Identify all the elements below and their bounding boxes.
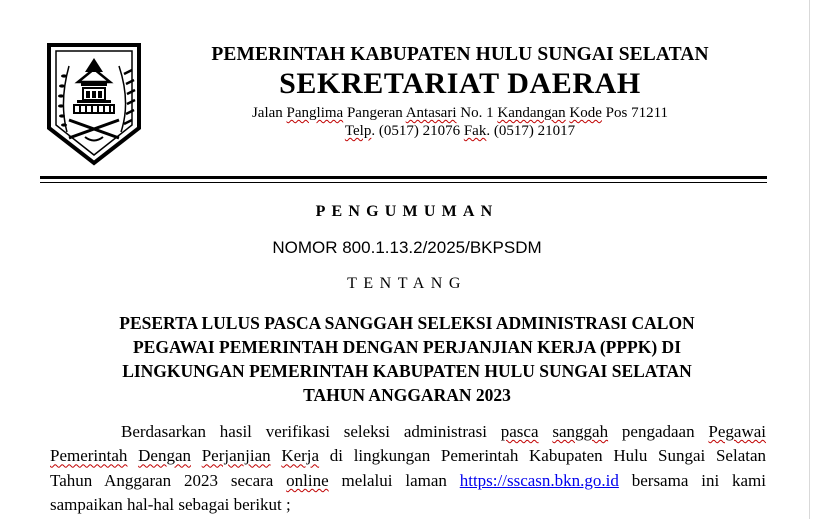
- body-line: Pemerintah Dengan Perjanjian Kerja di lingkungan Pemerintah Kabupaten Hulu Sungai Selatan: [50, 446, 767, 466]
- government-name: PEMERINTAH KABUPATEN HULU SUNGAI SELATAN: [211, 44, 709, 65]
- regency-emblem-icon: [45, 42, 143, 166]
- announcement-number: NOMOR 800.1.13.2/2025/BKPSDM: [272, 238, 542, 257]
- announcement-about-label: TENTANG: [347, 275, 467, 292]
- office-address: Jalan Panglima Pangeran Antasari No. 1 Kandangan Kode Pos 71211: [251, 105, 669, 121]
- letterhead-divider-thin: [40, 182, 767, 183]
- subject-line: PEGAWAI PEMERINTAH DENGAN PERJANJIAN KERJA (PPPK) DI: [132, 337, 682, 357]
- subject-line: LINGKUNGAN PEMERINTAH KABUPATEN HULU SUNGAI SELATAN: [122, 361, 692, 381]
- announcement-subject: [60, 311, 754, 407]
- subject-line: PESERTA LULUS PASCA SANGGAH SELEKSI ADMINISTRASI CALON: [119, 313, 695, 333]
- letterhead-divider-thick: [40, 176, 767, 179]
- body-line: Berdasarkan hasil verifikasi seleksi administrasi pasca sanggah pengadaan Pegawai: [121, 422, 767, 441]
- announcement-title: PENGUMUMAN: [315, 203, 499, 220]
- body-line: sampaikan hal-hal sebagai berikut ;: [50, 495, 291, 515]
- body-line: Tahun Anggaran 2023 secara online melalui laman https://sscasn.bkn.go.id bersama ini kami: [50, 470, 766, 490]
- sscasn-link[interactable]: https://sscasn.bkn.go.id: [459, 470, 619, 490]
- body-paragraph: [50, 420, 766, 518]
- subject-line: TAHUN ANGGARAN 2023: [303, 385, 511, 405]
- office-contact: Telp. (0517) 21076 Fak. (0517) 21017: [344, 123, 576, 139]
- office-name: SEKRETARIAT DAERAH: [279, 67, 641, 100]
